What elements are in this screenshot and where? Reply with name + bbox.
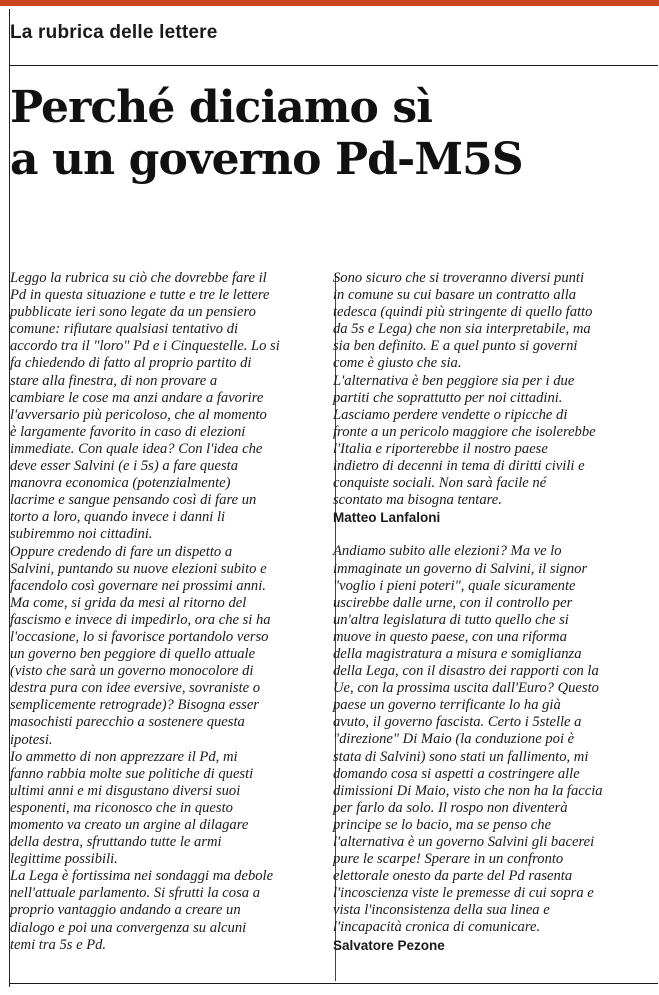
text-line: da 5s e Lega) che non sia interpretabile, ma bbox=[333, 321, 591, 338]
text-line: masochisti parecchio a sostenere questa bbox=[10, 714, 245, 731]
text-line: Lasciamo perdere vendette o ripicche di bbox=[333, 406, 568, 423]
text-line: un'altra legislatura di tutto quello che si bbox=[333, 611, 569, 628]
text-line: comune: rifiutare qualsiasi tentativo di bbox=[10, 321, 239, 338]
text-line: per farlo da solo. Il rospo non diventerà bbox=[333, 799, 568, 816]
bottom-rule bbox=[10, 983, 658, 984]
text-line: vista l'inconsistenza della sua linea e bbox=[333, 902, 550, 919]
text-line: è largamente favorito in caso di elezioni bbox=[10, 423, 246, 440]
text-line: pubblicate ieri sono legate da un pensiero bbox=[10, 304, 256, 321]
letter-spacer bbox=[333, 526, 649, 543]
text-line: deve esser Salvini (e i 5s) a fare questa bbox=[10, 458, 239, 475]
text-line: l'incapacità cronica di comunicare. bbox=[333, 919, 541, 936]
text-line: l'alternativa è un governo Salvini gli bacerei bbox=[333, 834, 595, 850]
text-line: esponenti, ma riconosco che in questo bbox=[10, 799, 233, 816]
text-line: immaginate un governo di Salvini, il signor bbox=[333, 560, 588, 577]
text-line: temi tra 5s e Pd. bbox=[10, 936, 107, 953]
text-line: fanno rabbia molte sue politiche di questi bbox=[10, 765, 254, 782]
text-line: elettorale onesto da parte del Pd rasenta bbox=[333, 868, 573, 885]
text-line: Pd in questa situazione e tutte e tre le lettere bbox=[10, 287, 270, 304]
text-line: Andiamo subito alle elezioni? Ma ve lo bbox=[333, 543, 562, 560]
text-line: indietro di decenni in tema di diritti civili e bbox=[333, 458, 585, 475]
text-line: partiti che soprattutto per noi cittadini. bbox=[333, 389, 563, 406]
column-right bbox=[333, 270, 649, 954]
text-line: come è giusto che sia. bbox=[333, 355, 462, 372]
text-line: proprio vantaggio andando a creare un bbox=[10, 902, 241, 919]
text-line: della magistratura a misura e somiglianza bbox=[333, 645, 582, 662]
text-line: torto a loro, quando invece i danni li bbox=[10, 509, 226, 526]
text-line: fa chiedendo di fatto al proprio partito di bbox=[10, 355, 252, 372]
text-line: "direzione" Di Maio (la conduzione poi è bbox=[333, 731, 575, 748]
text-line: manovra economica (potenzialmente) bbox=[10, 475, 231, 492]
text-line: Sono sicuro che si troveranno diversi punti bbox=[333, 270, 585, 286]
text-line: destra pura con idee eversive, sovraniste o bbox=[10, 680, 261, 697]
text-line: ultimi anni e mi disgustano diversi suoi bbox=[10, 782, 241, 799]
text-line: semplicemente retrograde)? Bisogna esser bbox=[10, 697, 259, 714]
text-line: dialogo e poi una convergenza su alcuni bbox=[10, 919, 247, 936]
letter1-body bbox=[10, 270, 326, 954]
text-line: lacrime e sangue pensando così di fare un bbox=[10, 492, 257, 509]
text-line: pure le scarpe! Sperare in un confronto bbox=[333, 851, 564, 868]
headline bbox=[10, 82, 523, 186]
text-line: scontato ma bisogna tentare. bbox=[333, 492, 502, 509]
text-line: Ue, con la prossima uscita dall'Euro? Questo bbox=[333, 680, 599, 697]
text-line: Leggo la rubrica su ciò che dovrebbe fare il bbox=[10, 270, 267, 286]
text-line: stare alla finestra, di non provare a bbox=[10, 372, 218, 389]
rubric-title: La rubrica delle lettere bbox=[10, 22, 218, 43]
text-line: stata di Salvini) sono stati un fallimento, mi bbox=[333, 748, 589, 765]
text-line: un governo ben peggiore di quello attuale bbox=[10, 646, 256, 663]
headline-line: Perché diciamo sì bbox=[10, 82, 433, 133]
text-line: L'alternativa è ben peggiore sia per i due bbox=[333, 372, 575, 389]
text-line: Oppure credendo di fare un dispetto a bbox=[10, 543, 233, 560]
text-line: conquiste sociali. Non sarà facile né bbox=[333, 475, 547, 492]
text-line: fronte a un pericolo maggiore che isolerebbe bbox=[333, 423, 596, 440]
text-line: l'avversario più pericoloso, che al momento bbox=[10, 406, 267, 423]
column-left bbox=[10, 270, 326, 954]
text-line: Ma come, si grida da mesi al ritorno del bbox=[10, 594, 247, 611]
text-line: l'occasione, lo si favorisce portandolo verso bbox=[10, 628, 269, 645]
text-line: fascismo e invece di impedirlo, ora che si ha bbox=[10, 611, 271, 628]
text-line: nell'attuale parlamento. Si sfrutti la cosa a bbox=[10, 885, 260, 902]
text-line: l'incoscienza viste le premesse di cui sopra e bbox=[333, 885, 594, 902]
text-line: sia ben definito. E a quel punto si governi bbox=[333, 338, 578, 355]
text-line: uscirebbe dalle urne, con il controllo per bbox=[333, 594, 573, 611]
text-line: in comune su cui basare un contratto alla bbox=[333, 287, 577, 304]
text-line: della destra, sfruttando tutte le armi bbox=[10, 834, 222, 851]
text-line: subiremmo noi cittadini. bbox=[10, 526, 153, 543]
text-line: facendolo così governare nei prossimi anni. bbox=[10, 577, 266, 594]
text-line: legittime possibili. bbox=[10, 851, 118, 868]
text-line: principe se lo bacio, ma se penso che bbox=[333, 816, 552, 833]
text-line: l'Italia e riporterebbe il nostro paese bbox=[333, 440, 548, 457]
letter2-body bbox=[333, 543, 649, 936]
text-line: cambiare le cose ma anzi andare a favorire bbox=[10, 389, 264, 406]
headline-line: a un governo Pd-M5S bbox=[10, 134, 523, 185]
text-line: accordo tra il "loro" Pd e i Cinquestelle. Lo si bbox=[10, 338, 280, 355]
letter1-signature: Matteo Lanfaloni bbox=[333, 510, 441, 526]
text-line: della Lega, con il disastro dei rapporti con la bbox=[333, 663, 599, 680]
text-line: (visto che sarà un governo monocolore di bbox=[10, 663, 254, 680]
text-line: ipotesi. bbox=[10, 731, 53, 748]
top-accent-rule bbox=[0, 0, 659, 6]
text-line: Salvini, puntando su nuove elezioni subito e bbox=[10, 560, 267, 577]
text-line: La Lega è fortissima nei sondaggi ma debole bbox=[10, 868, 274, 885]
text-line: dimissioni Di Maio, visto che non ha la faccia bbox=[333, 782, 603, 799]
text-line: "voglio i pieni poteri", quale sicuramente bbox=[333, 577, 576, 594]
rubric-rule bbox=[10, 65, 658, 66]
text-line: muove in questo paese, con una riforma bbox=[333, 628, 567, 645]
text-line: domando cosa si aspetti a costringere alle bbox=[333, 765, 580, 782]
text-line: paese un governo terrificante lo ha già bbox=[333, 697, 561, 714]
text-line: tedesca (quindi più stringente di quello fatto bbox=[333, 304, 593, 321]
text-line: immediate. Con quale idea? Con l'idea che bbox=[10, 440, 263, 457]
letter2-signature: Salvatore Pezone bbox=[333, 937, 445, 953]
text-line: momento va creato un argine al dilagare bbox=[10, 817, 249, 833]
letter1-continuation bbox=[333, 270, 649, 509]
text-line: Io ammetto di non apprezzare il Pd, mi bbox=[10, 748, 238, 765]
text-line: avuto, il governo fascista. Certo i 5stelle a bbox=[333, 714, 582, 731]
